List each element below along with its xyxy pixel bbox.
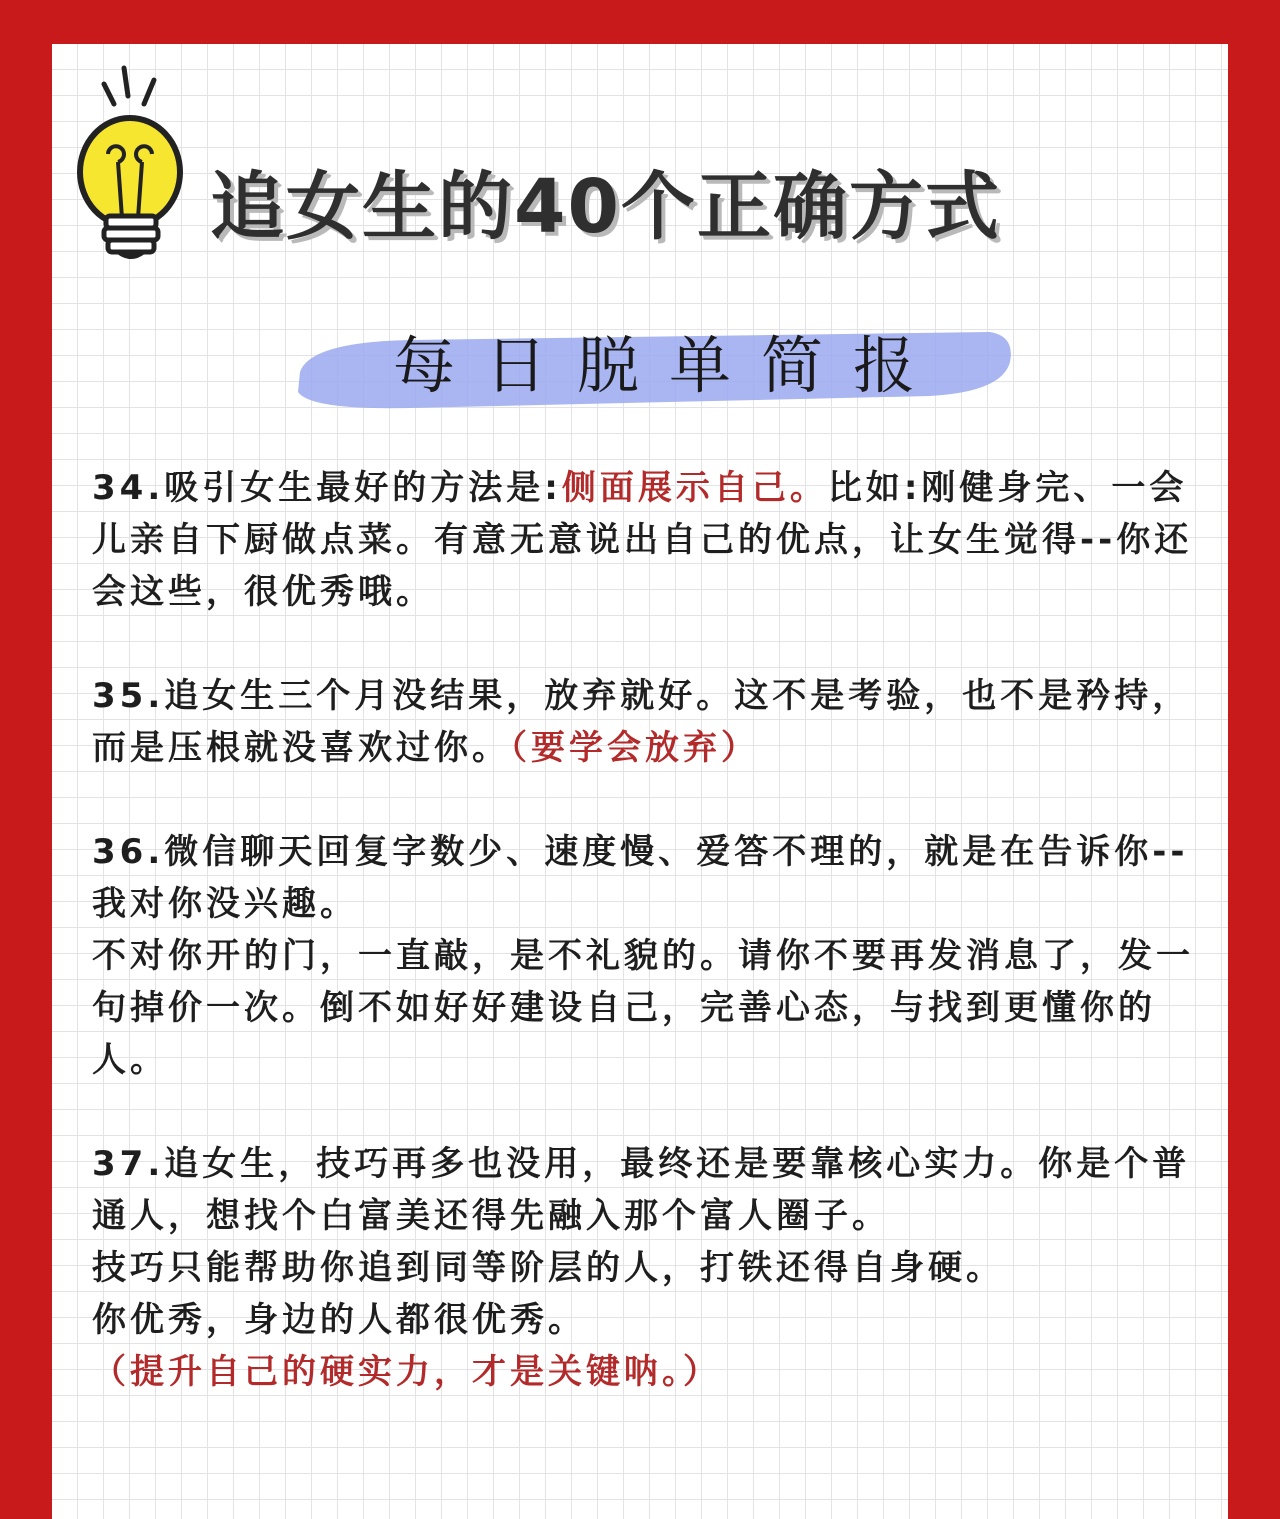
text-segment: 你优秀，身边的人都很优秀。 xyxy=(92,1300,586,1340)
text-segment: 36.微信聊天回复字数少、速度慢、爱答不理的，就是在告诉你--我对你没兴趣。 xyxy=(92,832,1189,924)
page-title: 追女生的40个正确方式 xyxy=(210,164,1001,250)
section-34 xyxy=(92,462,1212,618)
text-line xyxy=(92,1242,1212,1294)
text-segment: 34.吸引女生最好的方法是: xyxy=(92,468,562,508)
text-line xyxy=(92,1346,1212,1398)
lightbulb-icon xyxy=(72,62,192,267)
text-line xyxy=(92,826,1212,930)
text-line xyxy=(92,1294,1212,1346)
text-line xyxy=(92,462,1212,618)
text-segment: 技巧只能帮助你追到同等阶层的人，打铁还得自身硬。 xyxy=(92,1248,1004,1288)
text-segment: 比如:刚健身完、一会儿亲自下厨做点菜。有意无意说出自己的优点，让女生觉得--你还会这些，很优秀哦。 xyxy=(92,468,1193,612)
text-line xyxy=(92,670,1212,774)
highlight-text: （要学会放弃） xyxy=(510,728,759,768)
article-content xyxy=(92,462,1212,1450)
section-37 xyxy=(92,1138,1212,1398)
text-segment: 不对你开的门，一直敲，是不礼貌的。请你不要再发消息了，发一句掉价一次。倒不如好好建设自己，完善心态，与找到更懂你的人。 xyxy=(92,936,1194,1080)
text-segment: 37.追女生，技巧再多也没用，最终还是要靠核心实力。你是个普通人，想找个白富美还得先融入那个富人圈子。 xyxy=(92,1144,1191,1236)
section-36 xyxy=(92,826,1212,1086)
text-segment: 35.追女生三个月没结果，放弃就好。这不是考验，也不是矜持，而是压根就没喜欢过你。 xyxy=(92,676,1191,768)
text-line xyxy=(92,930,1212,1086)
article-card xyxy=(52,44,1228,1519)
section-35 xyxy=(92,670,1212,774)
highlight-text: （提升自己的硬实力，才是关键呐。） xyxy=(92,1352,721,1392)
highlight-text: 侧面展示自己。 xyxy=(561,468,828,508)
text-line xyxy=(92,1138,1212,1242)
subtitle: 每日脱单简报 xyxy=(392,329,945,402)
